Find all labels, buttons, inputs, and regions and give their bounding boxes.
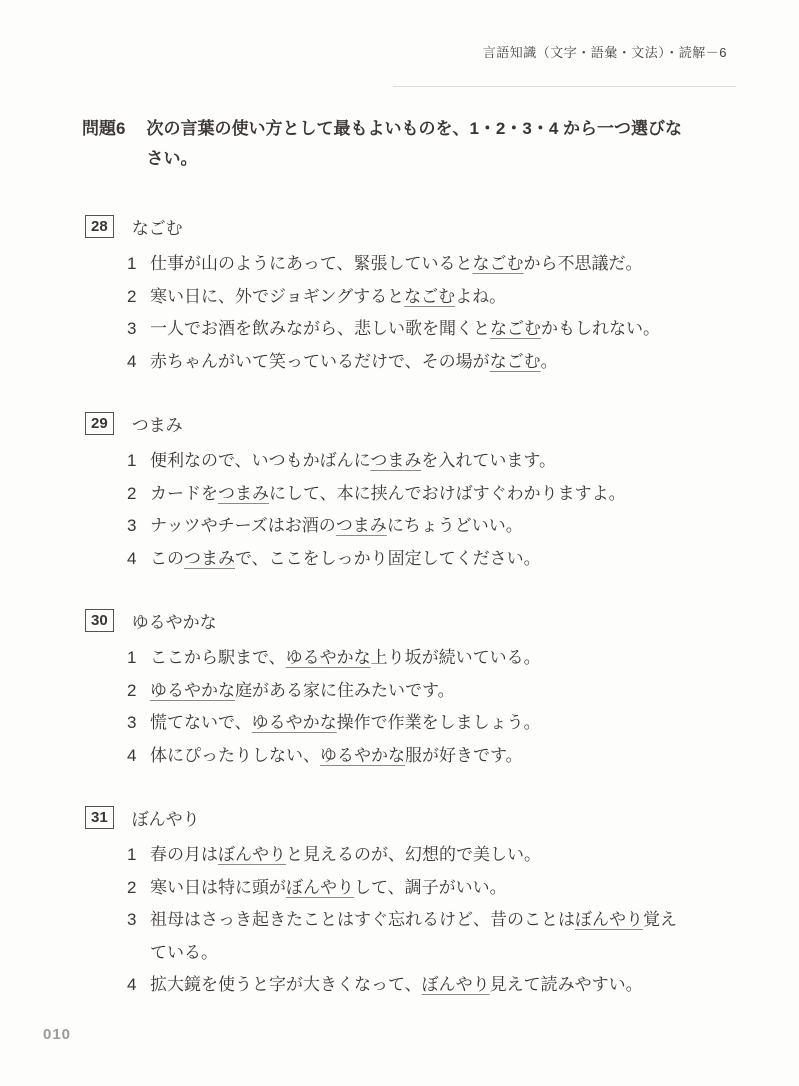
option-text-segment: 庭がある家に住みたいです。	[235, 680, 455, 700]
option-row	[85, 313, 747, 346]
question-number: 30	[85, 609, 114, 632]
option-number: 3	[127, 319, 137, 338]
option-text	[150, 707, 747, 740]
option-text-segment: 操作で作業をしましょう。	[336, 713, 541, 732]
option-row	[85, 445, 747, 478]
page-header-title: 言語知識（文字・語彙・文法）・読解－6	[482, 45, 727, 60]
option-text-segment: ここから駅まで、	[150, 648, 286, 667]
target-word-underlined: ゆるやかな	[285, 648, 371, 667]
option-text	[150, 248, 747, 281]
target-word-underlined: ぼんやり	[218, 845, 286, 864]
option-number: 4	[127, 548, 137, 568]
target-word-underlined: ゆるやかな	[251, 713, 337, 732]
option-text	[150, 281, 747, 314]
option-number: 4	[127, 745, 137, 765]
option-text-segment: この	[150, 548, 184, 568]
question-title	[85, 214, 747, 238]
option-row	[85, 707, 747, 740]
option-row	[85, 510, 747, 543]
option-number: 2	[127, 483, 137, 503]
target-word-underlined: ぼんやり	[575, 910, 643, 929]
target-word-underlined: ゆるやかな	[150, 680, 235, 700]
question-block	[85, 805, 747, 1002]
target-word-underlined: つまみ	[370, 451, 422, 470]
option-text-segment: 寒い日は特に頭が	[150, 877, 286, 897]
option-row	[85, 543, 747, 576]
option-text	[150, 510, 747, 543]
option-text-segment: 。	[540, 351, 558, 371]
option-row	[85, 346, 747, 379]
option-text-segment: 仕事が山のようにあって、緊張していると	[150, 254, 473, 273]
option-text	[150, 346, 747, 379]
option-text-segment: かもしれない。	[541, 319, 660, 338]
option-number: 3	[127, 910, 137, 929]
option-row	[85, 872, 747, 905]
option-text-segment: 便利なので、いつもかばんに	[150, 451, 371, 470]
option-number: 2	[127, 680, 137, 700]
option-number: 1	[127, 845, 137, 864]
option-row	[85, 642, 747, 675]
option-number: 1	[127, 254, 137, 273]
option-number: 3	[127, 713, 137, 732]
option-number: 1	[127, 648, 137, 667]
option-row	[85, 904, 747, 969]
option-text-segment: で、ここをしっかり固定してください。	[235, 548, 541, 568]
option-text-segment: 春の月は	[150, 845, 218, 864]
target-word-underlined: つまみ	[184, 548, 235, 568]
target-word-underlined: ぼんやり	[286, 877, 354, 897]
option-text-segment: から不思議だ。	[523, 254, 643, 273]
option-text-segment: を入れています。	[421, 451, 556, 470]
option-text-segment: 祖母はさっき起きたことはすぐ忘れるけど、昔のことは	[150, 910, 575, 929]
question-word: なごむ	[131, 218, 183, 238]
option-number: 4	[127, 351, 137, 371]
question-word: ぼんやり	[131, 809, 200, 829]
option-text	[150, 969, 747, 1002]
option-text	[150, 675, 747, 708]
target-word-underlined: つまみ	[335, 516, 387, 535]
option-row	[85, 675, 747, 708]
target-word-underlined: なごむ	[404, 286, 456, 306]
question-block	[85, 608, 747, 772]
option-text	[150, 872, 747, 905]
option-list	[85, 839, 747, 1002]
option-text-segment: 慌てないで、	[150, 713, 252, 732]
page-number: 010	[43, 1026, 72, 1043]
option-number: 2	[127, 877, 137, 897]
question-block	[85, 411, 747, 575]
option-list	[85, 248, 747, 378]
question-word: つまみ	[131, 415, 183, 435]
option-row	[85, 478, 747, 511]
question-title	[85, 411, 747, 435]
option-text-segment: ナッツやチーズはお酒の	[150, 516, 336, 535]
option-text	[150, 839, 747, 872]
question-number: 28	[85, 215, 114, 238]
option-text	[150, 445, 747, 478]
option-number: 1	[127, 451, 137, 470]
target-word-underlined: ぼんやり	[421, 975, 490, 994]
option-text-segment: 一人でお酒を飲みながら、悲しい歌を聞くと	[150, 319, 490, 338]
questions	[85, 214, 747, 1035]
target-word-underlined: つまみ	[218, 483, 269, 503]
option-text	[150, 313, 747, 346]
option-row	[85, 969, 747, 1002]
option-text-segment: にして、本に挟んでおけばすぐわかりますよ。	[269, 483, 626, 503]
option-text-segment: にちょうどいい。	[386, 516, 523, 535]
problem-label: 問題6	[82, 119, 126, 138]
target-word-underlined: ゆるやかな	[320, 745, 405, 765]
option-text-segment: して、調子がいい。	[354, 877, 507, 897]
question-block	[85, 214, 747, 378]
problem-block	[82, 114, 682, 174]
option-text	[150, 740, 747, 773]
question-number: 31	[85, 806, 114, 829]
option-list	[85, 445, 747, 575]
question-number: 29	[85, 412, 114, 435]
target-word-underlined: なごむ	[472, 254, 524, 273]
option-text-segment: 寒い日に、外でジョギングすると	[150, 286, 405, 306]
option-number: 3	[127, 516, 137, 535]
option-text	[150, 543, 747, 576]
option-list	[85, 642, 747, 772]
option-text-segment: 覚え	[643, 910, 677, 929]
option-number: 2	[127, 286, 137, 306]
option-text-segment: 服が好きです。	[405, 745, 523, 765]
option-row	[85, 839, 747, 872]
instruction-line-2: さい。	[146, 149, 198, 168]
option-text-segment: よね。	[455, 286, 507, 306]
option-text-segment: 見えて読みやすい。	[489, 975, 643, 994]
question-title	[85, 805, 747, 829]
option-number: 4	[127, 975, 137, 994]
question-word: ゆるやかな	[131, 612, 217, 632]
option-text-segment: と見えるのが、幻想的で美しい。	[286, 845, 541, 864]
option-text	[150, 478, 747, 511]
problem-instruction	[146, 114, 682, 174]
option-row	[85, 281, 747, 314]
option-row	[85, 740, 747, 773]
option-row	[85, 248, 747, 281]
instruction-line-1: 次の言葉の使い方として最もよいものを、1・2・3・4 から一つ選びな	[146, 119, 683, 138]
option-text	[150, 904, 747, 969]
target-word-underlined: なごむ	[490, 319, 541, 338]
option-text	[150, 642, 747, 675]
target-word-underlined: なごむ	[489, 351, 541, 371]
option-text-segment: 上り坂が続いている。	[370, 648, 541, 667]
option-text-segment: 赤ちゃんがいて笑っているだけで、その場が	[150, 351, 490, 371]
option-text-segment: 体にぴったりしない、	[150, 745, 320, 765]
question-title	[85, 608, 747, 632]
option-text-segment: カードを	[150, 483, 218, 503]
option-text-segment: 拡大鏡を使うと字が大きくなって、	[150, 975, 422, 994]
header-rule	[393, 86, 736, 87]
option-text-segment: ている。	[150, 942, 218, 962]
